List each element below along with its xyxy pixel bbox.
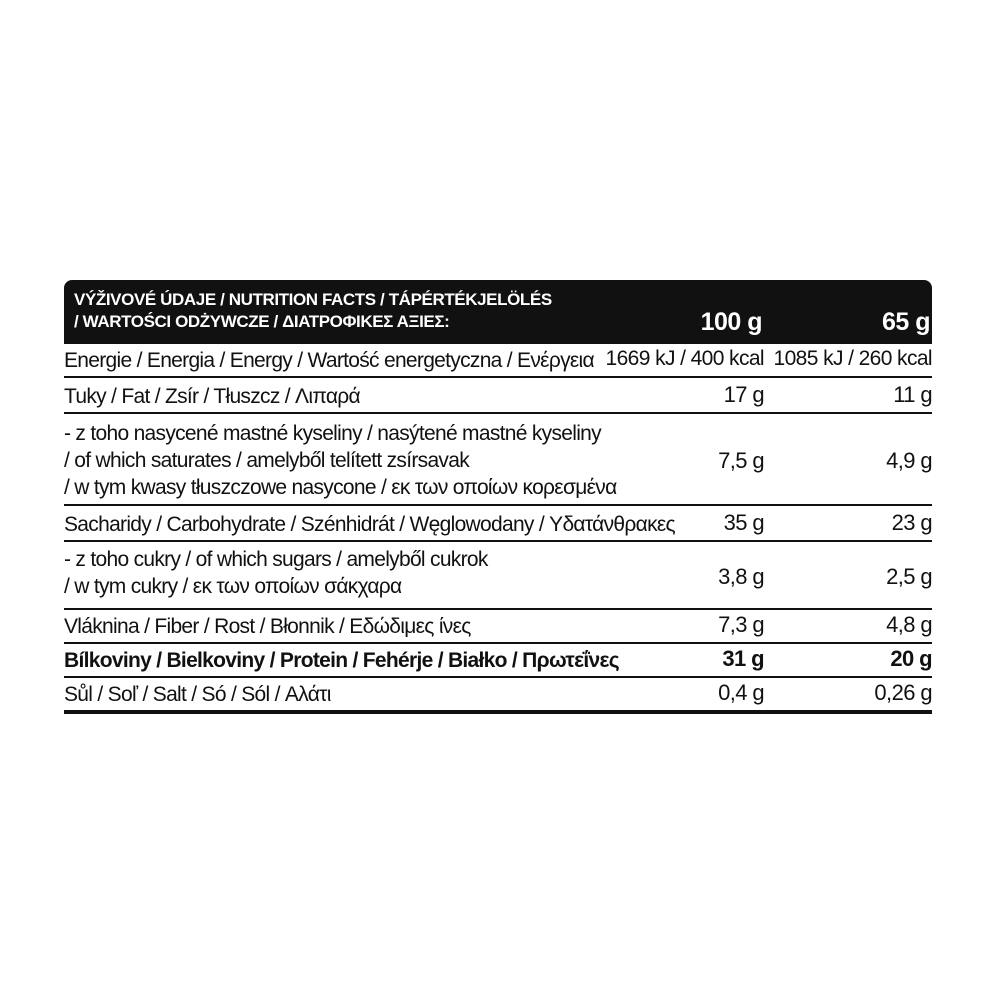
row-carbohydrate	[64, 506, 932, 542]
value-65g: 23 g	[891, 510, 932, 535]
row-label	[64, 614, 471, 640]
row-label-line: - z toho nasycené mastné kyseliny / nasýtené mastné kyseliny	[64, 422, 601, 445]
value-100g: 1669 kJ / 400 kcal	[605, 347, 764, 370]
row-protein	[64, 644, 932, 678]
value-65g: 2,5 g	[886, 564, 932, 589]
row-label	[64, 420, 617, 501]
value-100g: 35 g	[723, 510, 764, 535]
value-100g: 17 g	[723, 382, 764, 407]
nutrition-facts-table	[64, 280, 932, 714]
table-title-line: / WARTOŚCI ODŻYWCZE / ΔΙΑΤΡΟΦΙΚΕΣ ΑΞΙΕΣ:	[74, 312, 450, 331]
row-label	[64, 546, 488, 600]
value-65g: 0,26 g	[874, 680, 932, 705]
row-label-line: Sůl / Soľ / Salt / Só / Sól / Αλάτι	[64, 683, 331, 706]
column-header-100g: 100 g	[700, 308, 762, 336]
table-header	[64, 280, 932, 344]
value-100g: 3,8 g	[718, 564, 764, 589]
row-label-line: Energie / Energia / Energy / Wartość energetyczna / Ενέργεια	[64, 349, 594, 372]
row-energy	[64, 344, 932, 378]
row-label	[64, 512, 675, 538]
row-fat	[64, 378, 932, 414]
value-100g: 0,4 g	[718, 680, 764, 705]
row-fiber	[64, 610, 932, 644]
value-100g: 31 g	[722, 646, 764, 671]
value-65g: 4,8 g	[886, 612, 932, 637]
row-label	[64, 648, 619, 674]
value-65g: 4,9 g	[886, 448, 932, 473]
row-label	[64, 682, 331, 708]
value-100g: 7,5 g	[718, 448, 764, 473]
row-label-line: / w tym kwasy tłuszczowe nasycone / εκ των οποίων κορεσμένα	[64, 476, 617, 499]
column-header-65g: 65 g	[881, 308, 930, 336]
row-label	[64, 348, 594, 374]
row-label-line: Vláknina / Fiber / Rost / Błonnik / Εδώδιμες ίνες	[64, 615, 471, 638]
row-label-line: / w tym cukry / εκ των οποίων σάκχαρα	[64, 575, 402, 598]
table-title	[74, 289, 634, 333]
row-label-line: Sacharidy / Carbohydrate / Szénhidrát / Węglowodany / Υδατάνθρακες	[64, 513, 675, 536]
row-sugars	[64, 542, 932, 610]
value-65g: 20 g	[890, 646, 932, 671]
row-salt	[64, 678, 932, 714]
row-label-line: Tuky / Fat / Zsír / Tłuszcz / Λιπαρά	[64, 385, 360, 408]
row-saturates	[64, 414, 932, 506]
row-label	[64, 384, 360, 410]
row-label-line: / of which saturates / amelyből telített zsírsavak	[64, 449, 470, 472]
row-label-line: - z toho cukry / of which sugars / amelyből cukrok	[64, 548, 488, 571]
value-65g: 11 g	[893, 382, 932, 407]
value-100g: 7,3 g	[718, 612, 764, 637]
table-title-line: VÝŽIVOVÉ ÚDAJE / NUTRITION FACTS / TÁPÉRTÉKJELÖLÉS	[74, 290, 552, 309]
value-65g: 1085 kJ / 260 kcal	[773, 347, 932, 370]
row-label-line: Bílkoviny / Bielkoviny / Protein / Fehérje / Białko / Πρωτεΐνες	[64, 649, 619, 672]
